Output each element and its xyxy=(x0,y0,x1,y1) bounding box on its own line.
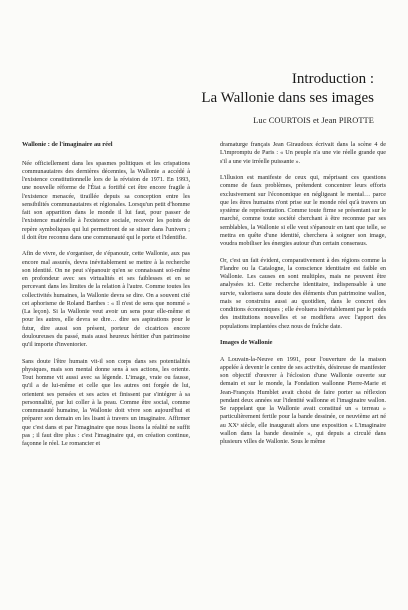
title-block xyxy=(201,70,374,108)
title-line-1: Introduction : xyxy=(291,71,374,87)
title-line-2: La Wallonie dans ses images xyxy=(201,90,374,106)
paragraph: Afin de vivre, de s'organiser, de s'épanouir, cette Wallonie, aux pas encore mal assurés, devra inévitablement se mettre à la recherche son identité. On ne peut s'épanouir qu'en se connaissant soi-même en profondeur avec ses virtualités et ses faiblesses et en se percevant dans les limites de la relation à l'autre. Comme toutes les collectivités humaines, la Wallonie devra se dire. On a souvent cité cet aphorisme de Roland Barthes : « Il n'est de sens que nommé » (La leçon). Si la Wallonie veut avoir un sens pour elle-même et pour les autres, elle devra se dire… dire ses aspirations pour le futur, dire aussi son présent, porteur de cicatrices encore douloureuses du passé, mais aussi heureux héritier d'un patrimoine qu'il importe d'inventorier. xyxy=(22,251,190,349)
paragraph: A Louvain-la-Neuve en 1991, pour l'ouverture de la maison appelée à devenir le centre de ses activités, désireuse de manifester son objectif d'œuvrer à l'éclosion d'une Wallonie ouverte sur demain et sur le monde, la Fondation wallonne Pierre-Marie et Jean-François Humblet avait choisi de faire porter sa réflexion pendant deux années sur l'identité wallonne et l'imaginaire wallon. Se rappelant que la Wallonie avait constitué un « terreau » particulièrement fertile pour la bande dessinée, ce neuvième art né au XXᵉ siècle, elle inaugurait alors une exposition « L'imaginaire wallon dans la bande dessinée », qui depuis a circulé dans plusieurs villes de Wallonie. Sous le même xyxy=(220,356,386,446)
subsection-heading: Images de Wallonie xyxy=(220,339,273,347)
paragraph: L'illusion est manifeste de ceux qui, méprisant ces questions comme de faux problèmes, prétendent concentrer leurs efforts exclusivement sur l'économique en négligeant le mental… parce que les êtres humains n'ont prise sur le monde réel qu'à travers un système de représentation. Comme toute firme se présentant sur le marché, comme toute société cherchant à être reconnue par ses semblables, la Wallonie si elle veut s'épanouir en tant que telle, se mettra en quête d'une identité, cherchera à soigner son image, voudra mobiliser les énergies autour d'un certain consensus. xyxy=(220,175,386,248)
paragraph-continuation: dramaturge français Jean Giraudoux écrivait dans la scène 4 de L'impromptu de Paris : « Un peuple n'a une vie réelle grande que s'il a une vie irréelle puissante ». xyxy=(220,142,386,165)
authors: Luc COURTOIS et Jean PIROTTE xyxy=(253,116,374,125)
paragraph: Née officiellement dans les spasmes politiques et les crispations communautaires des dernières décennies, la Wallonie a accédé à l'existence constitutionnelle lors de la révision de 1971. En 1993, une nouvelle réforme de l'État a fortifié cet être encore fragile à l'existence menacée, tiraillée depuis sa conception entre les sensibilités communautaires et régionales. Lorsqu'un petit d'homme fait son apparition dans le monde il lui faut, pour passer de l'existence matérielle à l'existence sociale, recevoir les points de repère symboliques qui lui permettront de se situer dans l'univers ; il doit être reconnu dans une communauté qui le porte et l'identifie. xyxy=(22,160,190,241)
paragraph: Sans doute l'être humain vit-il son corps dans ses potentialités physiques, mais son mental donne sens à ses actions, les oriente. Tout homme vit aussi avec sa légende. L'image, vraie ou fausse, qu'il a de lui-même et celle que les autres ont forgée de lui, orientent ses pensées et ses actes et finissent par s'intégrer à sa personnalité, par lui coller à la peau. Comme être social, comme communauté humaine, la Wallonie doit vivre son aujourd'hui et préparer son demain en les lisant à travers un imaginaire. Affirmer que c'est dans et par l'imaginaire que nous lisons la réalité ne suffit pas ; il faut dire plus : c'est l'imaginaire qui, en création continue, façonne le réel. Le romancier et xyxy=(22,358,190,448)
paragraph: Or, c'est un fait évident, comparativement à des régions comme la Flandre ou la Catalogne, la conscience identitaire est faible en Wallonie. Les causes en sont multiples, mais ne peuvent être analysées ici. Cette recherche identitaire, indispensable à une survie, valorisera sans doute des éléments d'un patrimoine wallon, mais se construira aussi au quotidien, dans le concret des conditions économiques ; elle évoluera inévitablement par le poids des institutions nouvelles et se modifiera avec l'apport des populations implantées chez nous de fraîche date. xyxy=(220,257,386,330)
right-column xyxy=(220,141,386,455)
left-column xyxy=(22,141,190,457)
section-heading: Wallonie : de l'imaginaire au réel xyxy=(22,141,113,148)
